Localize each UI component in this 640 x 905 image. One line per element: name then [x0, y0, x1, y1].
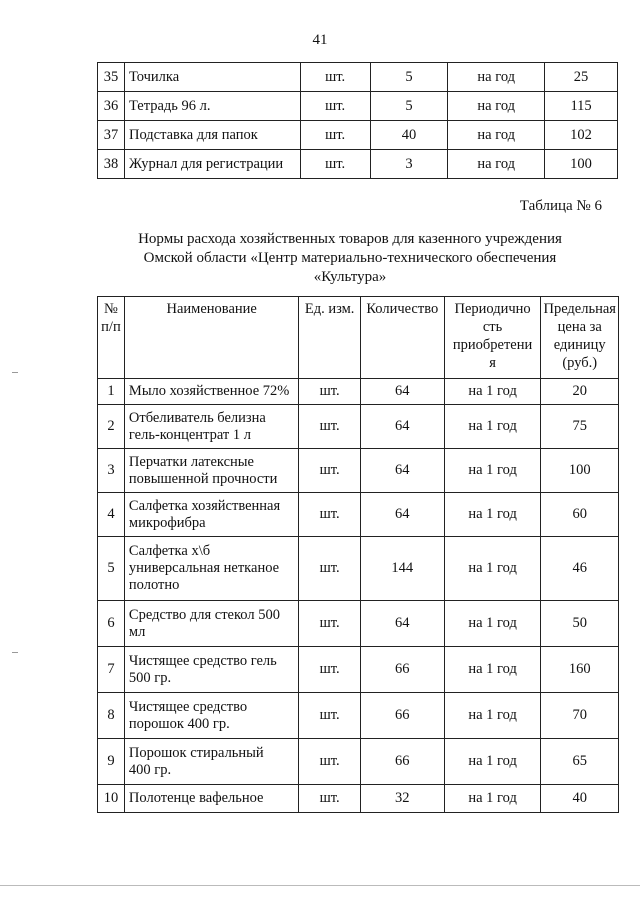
cell-num: 36 — [98, 92, 125, 121]
cell-unit: шт. — [299, 601, 360, 647]
cell-num: 8 — [98, 693, 125, 739]
cell-price: 46 — [541, 537, 619, 601]
cell-price: 100 — [545, 150, 618, 179]
cell-price: 100 — [541, 449, 619, 493]
cell-name: Салфетка х\б универсальная нетканое полотно — [124, 537, 299, 601]
cell-name: Чистящее средство порошок 400 гр. — [124, 693, 299, 739]
cell-name: Чистящее средство гель 500 гр. — [124, 647, 299, 693]
table-row — [98, 693, 619, 739]
cell-name: Подставка для папок — [124, 121, 300, 150]
cell-price: 20 — [541, 379, 619, 405]
cell-qty: 64 — [360, 601, 444, 647]
cell-price: 160 — [541, 647, 619, 693]
header-period: Периодично сть приобретени я — [444, 297, 541, 379]
cell-qty: 64 — [360, 405, 444, 449]
cell-price: 115 — [545, 92, 618, 121]
cell-name: Мыло хозяйственное 72% — [124, 379, 299, 405]
cell-num: 6 — [98, 601, 125, 647]
cell-num: 38 — [98, 150, 125, 179]
cell-price: 40 — [541, 785, 619, 813]
table-row — [98, 537, 619, 601]
cell-num: 4 — [98, 493, 125, 537]
cell-unit: шт. — [300, 92, 370, 121]
cell-qty: 40 — [370, 121, 448, 150]
table-row — [98, 493, 619, 537]
cell-period: на 1 год — [444, 405, 541, 449]
cell-unit: шт. — [299, 449, 360, 493]
cell-name: Точилка — [124, 63, 300, 92]
cell-unit: шт. — [299, 739, 360, 785]
header-num: № п/п — [98, 297, 125, 379]
cell-name: Тетрадь 96 л. — [124, 92, 300, 121]
cell-price: 102 — [545, 121, 618, 150]
header-price: Предельная цена за единицу (руб.) — [541, 297, 619, 379]
cell-num: 10 — [98, 785, 125, 813]
page-number: 41 — [312, 32, 328, 48]
cell-period: на 1 год — [444, 537, 541, 601]
cell-period: на 1 год — [444, 647, 541, 693]
cell-num: 7 — [98, 647, 125, 693]
cell-price: 50 — [541, 601, 619, 647]
cell-period: на 1 год — [444, 601, 541, 647]
cell-name: Средство для стекол 500 мл — [124, 601, 299, 647]
cell-qty: 64 — [360, 379, 444, 405]
cell-period: на год — [448, 63, 545, 92]
cell-qty: 3 — [370, 150, 448, 179]
cell-num: 2 — [98, 405, 125, 449]
table-title-line-1: Нормы расхода хозяйственных товаров для казенного учреждения — [138, 231, 562, 247]
table-continued-body — [98, 63, 618, 179]
cell-period: на 1 год — [444, 739, 541, 785]
cell-num: 3 — [98, 449, 125, 493]
cell-unit: шт. — [300, 121, 370, 150]
table-continued — [97, 62, 618, 179]
table-row — [98, 379, 619, 405]
cell-qty: 5 — [370, 63, 448, 92]
cell-period: на год — [448, 121, 545, 150]
cell-num: 37 — [98, 121, 125, 150]
table-row — [98, 647, 619, 693]
table-main-header-row — [98, 297, 619, 379]
cell-unit: шт. — [299, 647, 360, 693]
cell-unit: шт. — [299, 785, 360, 813]
cell-price: 75 — [541, 405, 619, 449]
cell-period: на 1 год — [444, 785, 541, 813]
cell-num: 1 — [98, 379, 125, 405]
cell-period: на 1 год — [444, 379, 541, 405]
cell-qty: 64 — [360, 493, 444, 537]
header-qty: Количество — [360, 297, 444, 379]
table-row — [98, 92, 618, 121]
cell-qty: 144 — [360, 537, 444, 601]
table-caption: Таблица № 6 — [519, 198, 602, 214]
cell-qty: 32 — [360, 785, 444, 813]
cell-name: Перчатки латексные повышенной прочности — [124, 449, 299, 493]
cell-unit: шт. — [299, 493, 360, 537]
cell-name: Порошок стиральный 400 гр. — [124, 739, 299, 785]
cell-price: 25 — [545, 63, 618, 92]
table-row — [98, 601, 619, 647]
cell-period: на год — [448, 150, 545, 179]
table-row — [98, 121, 618, 150]
table-row — [98, 405, 619, 449]
table-title-line-3: «Культура» — [313, 269, 387, 285]
cell-unit: шт. — [299, 379, 360, 405]
cell-name: Журнал для регистрации — [124, 150, 300, 179]
cell-price: 70 — [541, 693, 619, 739]
table-row — [98, 150, 618, 179]
cell-unit: шт. — [300, 150, 370, 179]
margin-tick — [12, 652, 18, 653]
cell-name: Салфетка хозяйственная микрофибра — [124, 493, 299, 537]
margin-tick — [12, 372, 18, 373]
table-title-line-2: Омской области «Центр материально-технического обеспечения — [143, 250, 557, 266]
table-row — [98, 63, 618, 92]
cell-qty: 5 — [370, 92, 448, 121]
cell-qty: 64 — [360, 449, 444, 493]
table-title — [110, 230, 590, 287]
cell-qty: 66 — [360, 693, 444, 739]
table-main-body — [98, 379, 619, 813]
cell-unit: шт. — [299, 405, 360, 449]
cell-num: 9 — [98, 739, 125, 785]
cell-qty: 66 — [360, 739, 444, 785]
table-row — [98, 739, 619, 785]
cell-price: 65 — [541, 739, 619, 785]
header-name: Наименование — [124, 297, 299, 379]
cell-price: 60 — [541, 493, 619, 537]
cell-period: на 1 год — [444, 449, 541, 493]
cell-unit: шт. — [300, 63, 370, 92]
table-row — [98, 449, 619, 493]
cell-period: на год — [448, 92, 545, 121]
cell-num: 5 — [98, 537, 125, 601]
cell-unit: шт. — [299, 537, 360, 601]
header-unit: Ед. изм. — [299, 297, 360, 379]
cell-name: Полотенце вафельное — [124, 785, 299, 813]
cell-qty: 66 — [360, 647, 444, 693]
table-main — [97, 296, 619, 813]
cell-unit: шт. — [299, 693, 360, 739]
cell-period: на 1 год — [444, 493, 541, 537]
cell-name: Отбеливатель белизна гель-концентрат 1 л — [124, 405, 299, 449]
page-bottom-rule — [0, 885, 640, 886]
cell-num: 35 — [98, 63, 125, 92]
cell-period: на 1 год — [444, 693, 541, 739]
table-row — [98, 785, 619, 813]
